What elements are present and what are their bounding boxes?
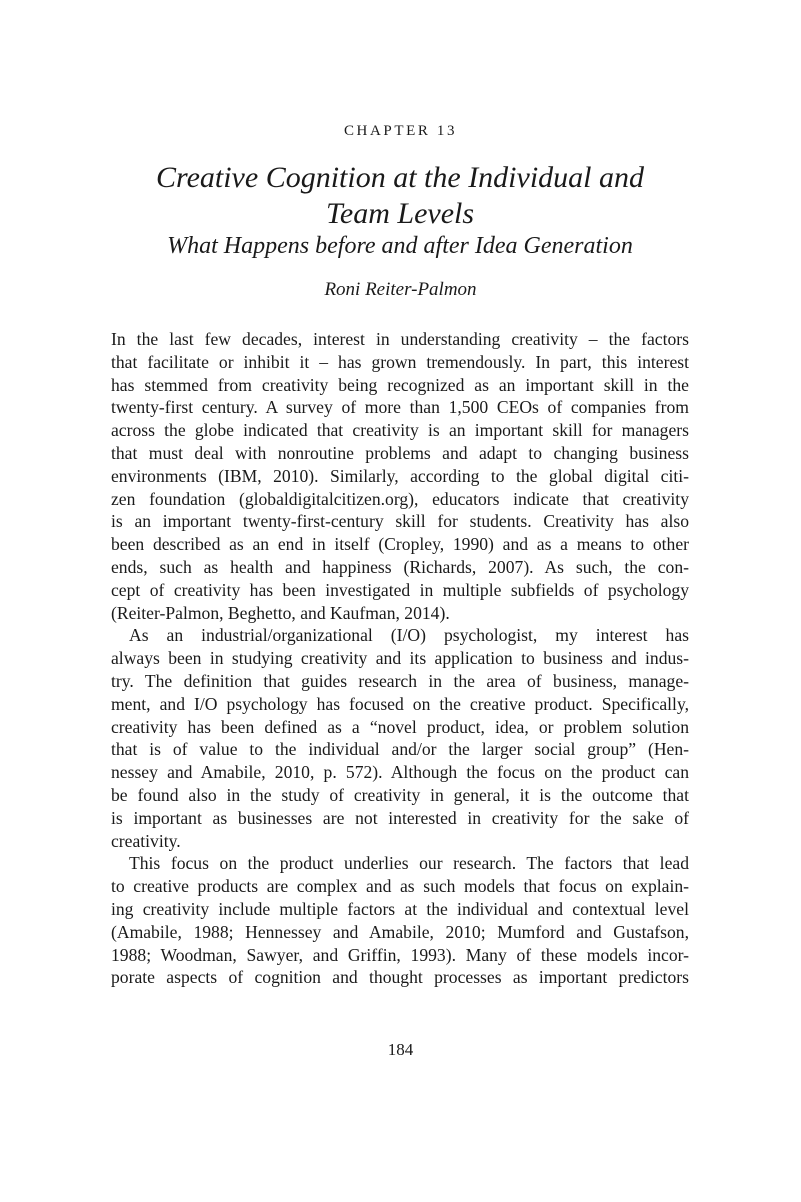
text-line: ing creativity include multiple factors at the individual and contextual level (111, 898, 689, 919)
text-line: porate aspects of cognition and thought processes as important predictors (111, 967, 689, 988)
author-name: Roni Reiter-Palmon (324, 279, 477, 300)
body-text (111, 328, 689, 989)
text-line: nessey and Amabile, 2010, p. 572). Although the focus on the product can (111, 762, 689, 783)
text-line: As an industrial/organizational (I/O) psychologist, my interest has (129, 625, 689, 646)
text-line: cept of creativity has been investigated in multiple subfields of psychology (111, 579, 689, 600)
chapter-title-line-2: Team Levels (325, 197, 475, 230)
text-line: has stemmed from creativity being recognized as an important skill in the (111, 374, 689, 395)
paragraph (111, 852, 689, 989)
text-line: is important as businesses are not interested in creativity for the sake of (111, 807, 689, 828)
chapter-title (110, 160, 690, 232)
text-line: creativity has been defined as a “novel product, idea, or problem solution (111, 716, 689, 737)
text-line: (Amabile, 1988; Hennessey and Amabile, 2010; Mumford and Gustafson, (111, 921, 689, 942)
text-line: that is of value to the individual and/or the larger social group” (Hen- (111, 739, 689, 760)
page-number: 184 (387, 1040, 414, 1059)
text-line: been described as an end in itself (Cropley, 1990) and as a means to other (111, 534, 689, 555)
text-line: environments (IBM, 2010). Similarly, according to the global digital citi- (111, 465, 689, 486)
chapter-subtitle: What Happens before and after Idea Generation (167, 233, 633, 259)
text-line: is an important twenty-first-century skill for students. Creativity has also (111, 511, 689, 532)
text-line: 1988; Woodman, Sawyer, and Griffin, 1993). Many of these models incor- (111, 944, 689, 965)
text-line: (Reiter-Palmon, Beghetto, and Kaufman, 2014). (111, 602, 450, 623)
text-line: across the globe indicated that creativity is an important skill for managers (111, 420, 689, 441)
paragraph (111, 624, 689, 852)
chapter-label: CHAPTER 13 (343, 123, 458, 139)
text-line: to creative products are complex and as such models that focus on explain- (111, 876, 689, 897)
text-line: This focus on the product underlies our research. The factors that lead (129, 853, 689, 874)
text-line: always been in studying creativity and its application to business and indus- (111, 648, 689, 669)
paragraph (111, 328, 689, 624)
chapter-title-line-1: Creative Cognition at the Individual and (156, 161, 644, 194)
text-line: In the last few decades, interest in understanding creativity – the factors (111, 329, 689, 349)
text-line: zen foundation (globaldigitalcitizen.org), educators indicate that creativity (111, 488, 689, 509)
text-line: be found also in the study of creativity in general, it is the outcome that (111, 784, 689, 805)
text-line: creativity. (111, 830, 181, 851)
text-line: ment, and I/O psychology has focused on the creative product. Specifically, (111, 693, 689, 714)
text-line: try. The definition that guides research in the area of business, manage- (111, 670, 689, 691)
text-line: ends, such as health and happiness (Richards, 2007). As such, the con- (111, 556, 689, 577)
text-line: twenty-first century. A survey of more than 1,500 CEOs of companies from (111, 397, 689, 418)
text-line: that must deal with nonroutine problems and adapt to changing business (111, 442, 689, 463)
text-line: that facilitate or inhibit it – has grown tremendously. In part, this interest (111, 351, 689, 372)
